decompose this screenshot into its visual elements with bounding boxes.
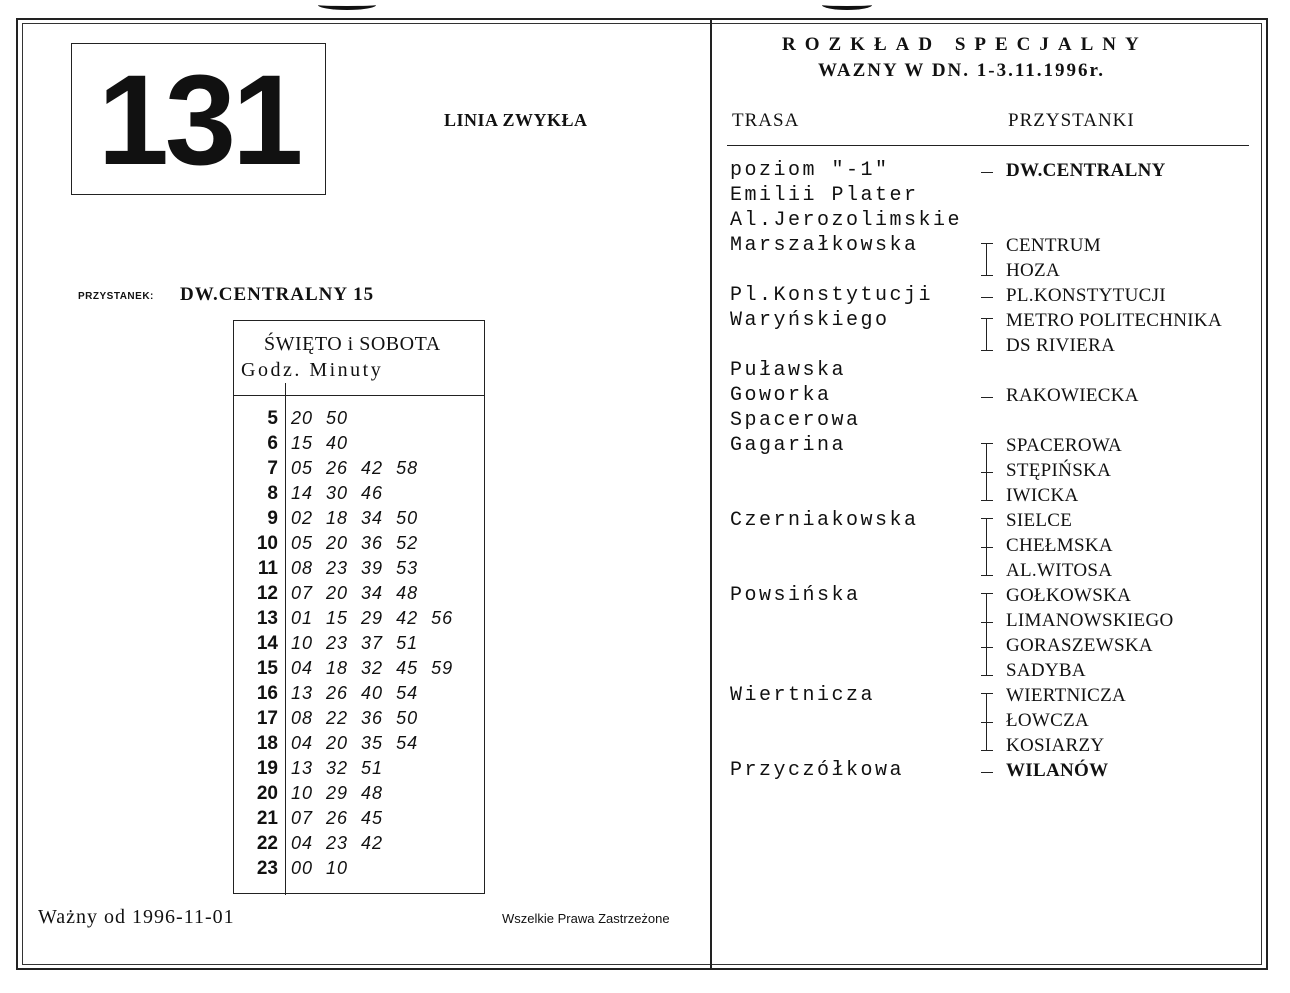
timetable-day-header: ŚWIĘTO i SOBOTA <box>264 333 441 355</box>
line-number-box <box>71 43 326 195</box>
route-stop <box>1006 358 1222 383</box>
timetable-row <box>234 706 453 731</box>
top-edge-mark-right <box>822 0 872 10</box>
timetable-hour: 22 <box>256 832 278 854</box>
route-stop: KOSIARZY <box>1006 735 1105 756</box>
timetable-hour: 8 <box>267 482 278 504</box>
timetable-hour: 20 <box>256 782 278 804</box>
valid-from: Ważny od 1996-11-01 <box>38 906 235 928</box>
route-street: Puławska <box>730 359 847 382</box>
route-street: Powsińska <box>730 584 861 607</box>
route-street <box>730 608 962 633</box>
stop-dash-mark <box>981 297 993 298</box>
route-stop: ŁOWCZA <box>1006 710 1090 731</box>
route-street: Gagarina <box>730 434 847 457</box>
stop-group-bracket <box>981 593 993 676</box>
timetable-row <box>234 731 453 756</box>
route-stop: WIERTNICZA <box>1006 685 1127 706</box>
stop-group-bracket <box>981 243 993 276</box>
timetable-minutes: 13 26 40 54 <box>291 683 419 703</box>
top-edge-mark-left <box>318 0 376 10</box>
timetable-row <box>234 556 453 581</box>
route-stop <box>1006 208 1222 233</box>
timetable-hour: 9 <box>267 507 278 529</box>
rights-notice: Wszelkie Prawa Zastrzeżone <box>502 911 670 926</box>
timetable-minutes: 20 50 <box>291 408 349 428</box>
route-street <box>730 333 962 358</box>
timetable-hour: 21 <box>256 807 278 829</box>
center-divider <box>710 20 712 968</box>
route-street: Przyczółkowa <box>730 759 905 782</box>
timetable-hour: 18 <box>256 732 278 754</box>
route-stop: AL.WITOSA <box>1006 560 1113 581</box>
timetable-minutes: 07 26 45 <box>291 808 384 828</box>
timetable-minutes: 05 20 36 52 <box>291 533 419 553</box>
timetable-row <box>234 406 453 431</box>
route-stop <box>1006 183 1222 208</box>
timetable-minutes: 02 18 34 50 <box>291 508 419 528</box>
timetable-row <box>234 831 453 856</box>
stop-group-bracket <box>981 318 993 351</box>
route-street: Czerniakowska <box>730 509 919 532</box>
timetable-hour: 17 <box>256 707 278 729</box>
timetable-row <box>234 606 453 631</box>
route-stop: IWICKA <box>1006 485 1079 506</box>
route-street: Emilii Plater <box>730 184 919 207</box>
timetable-minutes: 04 23 42 <box>291 833 384 853</box>
route-stops-list <box>1006 158 1222 783</box>
timetable-minutes: 01 15 29 42 56 <box>291 608 454 628</box>
route-street <box>730 533 962 558</box>
route-stop: RAKOWIECKA <box>1006 385 1139 406</box>
timetable-hour: 6 <box>267 432 278 454</box>
route-street <box>730 658 962 683</box>
route-stop: STĘPIŃSKA <box>1006 460 1112 481</box>
timetable-hour: 23 <box>256 857 278 879</box>
route-street <box>730 483 962 508</box>
timetable-minutes: 07 20 34 48 <box>291 583 419 603</box>
route-street <box>730 708 962 733</box>
timetable-hour: 15 <box>256 657 278 679</box>
timetable-hour: 10 <box>256 532 278 554</box>
timetable-hour: 19 <box>256 757 278 779</box>
route-stop: SADYBA <box>1006 660 1086 681</box>
timetable-minutes: 14 30 46 <box>291 483 384 503</box>
timetable-hour: 7 <box>267 457 278 479</box>
stop-dash-mark <box>981 397 993 398</box>
special-schedule-title: ROZKŁAD SPECJALNY <box>782 34 1148 55</box>
route-stop: CHEŁMSKA <box>1006 535 1113 556</box>
timetable-row <box>234 781 453 806</box>
line-type: LINIA ZWYKŁA <box>444 110 588 130</box>
timetable-row <box>234 481 453 506</box>
route-stop: GOŁKOWSKA <box>1006 585 1132 606</box>
route-street <box>730 458 962 483</box>
route-column-header: TRASA <box>732 110 800 131</box>
timetable-minutes: 05 26 42 58 <box>291 458 419 478</box>
timetable-row <box>234 806 453 831</box>
stop-name: DW.CENTRALNY 15 <box>180 284 375 305</box>
route-stop: GORASZEWSKA <box>1006 635 1153 656</box>
route-street <box>730 258 962 283</box>
timetable-row <box>234 506 453 531</box>
timetable-minutes: 00 10 <box>291 858 349 878</box>
route-stop: CENTRUM <box>1006 235 1101 256</box>
route-street <box>730 633 962 658</box>
timetable-minutes: 08 22 36 50 <box>291 708 419 728</box>
route-street: Al.Jerozolimskie <box>730 209 963 232</box>
timetable-hour: 11 <box>257 557 278 579</box>
route-stop: HOZA <box>1006 260 1060 281</box>
route-stop: SIELCE <box>1006 510 1073 531</box>
timetable-row <box>234 756 453 781</box>
route-street: Spacerowa <box>730 409 861 432</box>
route-stop: PL.KONSTYTUCJI <box>1006 285 1166 306</box>
stop-dash-mark <box>981 172 993 173</box>
timetable-rows <box>234 406 453 881</box>
route-stop: DS RIVIERA <box>1006 335 1116 356</box>
route-street: Pl.Konstytucji <box>730 284 934 307</box>
timetable-row <box>234 631 453 656</box>
route-stop: SPACEROWA <box>1006 435 1123 456</box>
timetable-hour: 16 <box>256 682 278 704</box>
timetable-hour: 13 <box>256 607 278 629</box>
timetable-minutes: 04 18 32 45 59 <box>291 658 454 678</box>
stop-group-bracket <box>981 693 993 751</box>
stops-column-header: PRZYSTANKI <box>1008 110 1135 131</box>
route-stop: METRO POLITECHNIKA <box>1006 310 1222 331</box>
timetable-hour: 14 <box>256 632 278 654</box>
timetable-minutes: 04 20 35 54 <box>291 733 419 753</box>
timetable <box>233 320 485 894</box>
route-stop: DW.CENTRALNY <box>1006 160 1166 181</box>
timetable-row <box>234 581 453 606</box>
route-header-divider <box>727 145 1249 146</box>
timetable-columns-header: Godz. Minuty <box>241 359 384 381</box>
timetable-minutes: 08 23 39 53 <box>291 558 419 578</box>
special-schedule-validity: WAZNY W DN. 1-3.11.1996r. <box>818 60 1105 81</box>
route-streets-list <box>730 158 962 783</box>
route-street: poziom "-1" <box>730 159 890 182</box>
route-stop: LIMANOWSKIEGO <box>1006 610 1174 631</box>
timetable-hour: 5 <box>267 407 278 429</box>
route-street: Goworka <box>730 384 832 407</box>
stop-group-bracket <box>981 518 993 576</box>
route-street: Waryńskiego <box>730 309 890 332</box>
timetable-row <box>234 856 453 881</box>
timetable-minutes: 10 29 48 <box>291 783 384 803</box>
route-street: Wiertnicza <box>730 684 876 707</box>
timetable-row <box>234 531 453 556</box>
timetable-row <box>234 656 453 681</box>
timetable-minutes: 10 23 37 51 <box>291 633 419 653</box>
timetable-minutes: 15 40 <box>291 433 349 453</box>
stop-group-bracket <box>981 443 993 501</box>
timetable-row <box>234 431 453 456</box>
line-number: 131 <box>97 49 300 192</box>
route-street: Marszałkowska <box>730 234 919 257</box>
stop-dash-mark <box>981 772 993 773</box>
timetable-minutes: 13 32 51 <box>291 758 384 778</box>
timetable-row <box>234 681 453 706</box>
timetable-header-divider <box>234 395 484 396</box>
timetable-hour: 12 <box>256 582 278 604</box>
timetable-row <box>234 456 453 481</box>
route-stop: WILANÓW <box>1006 760 1109 781</box>
route-street <box>730 558 962 583</box>
route-street <box>730 733 962 758</box>
route-stop <box>1006 408 1222 433</box>
stop-prefix-label: PRZYSTANEK: <box>78 291 154 302</box>
